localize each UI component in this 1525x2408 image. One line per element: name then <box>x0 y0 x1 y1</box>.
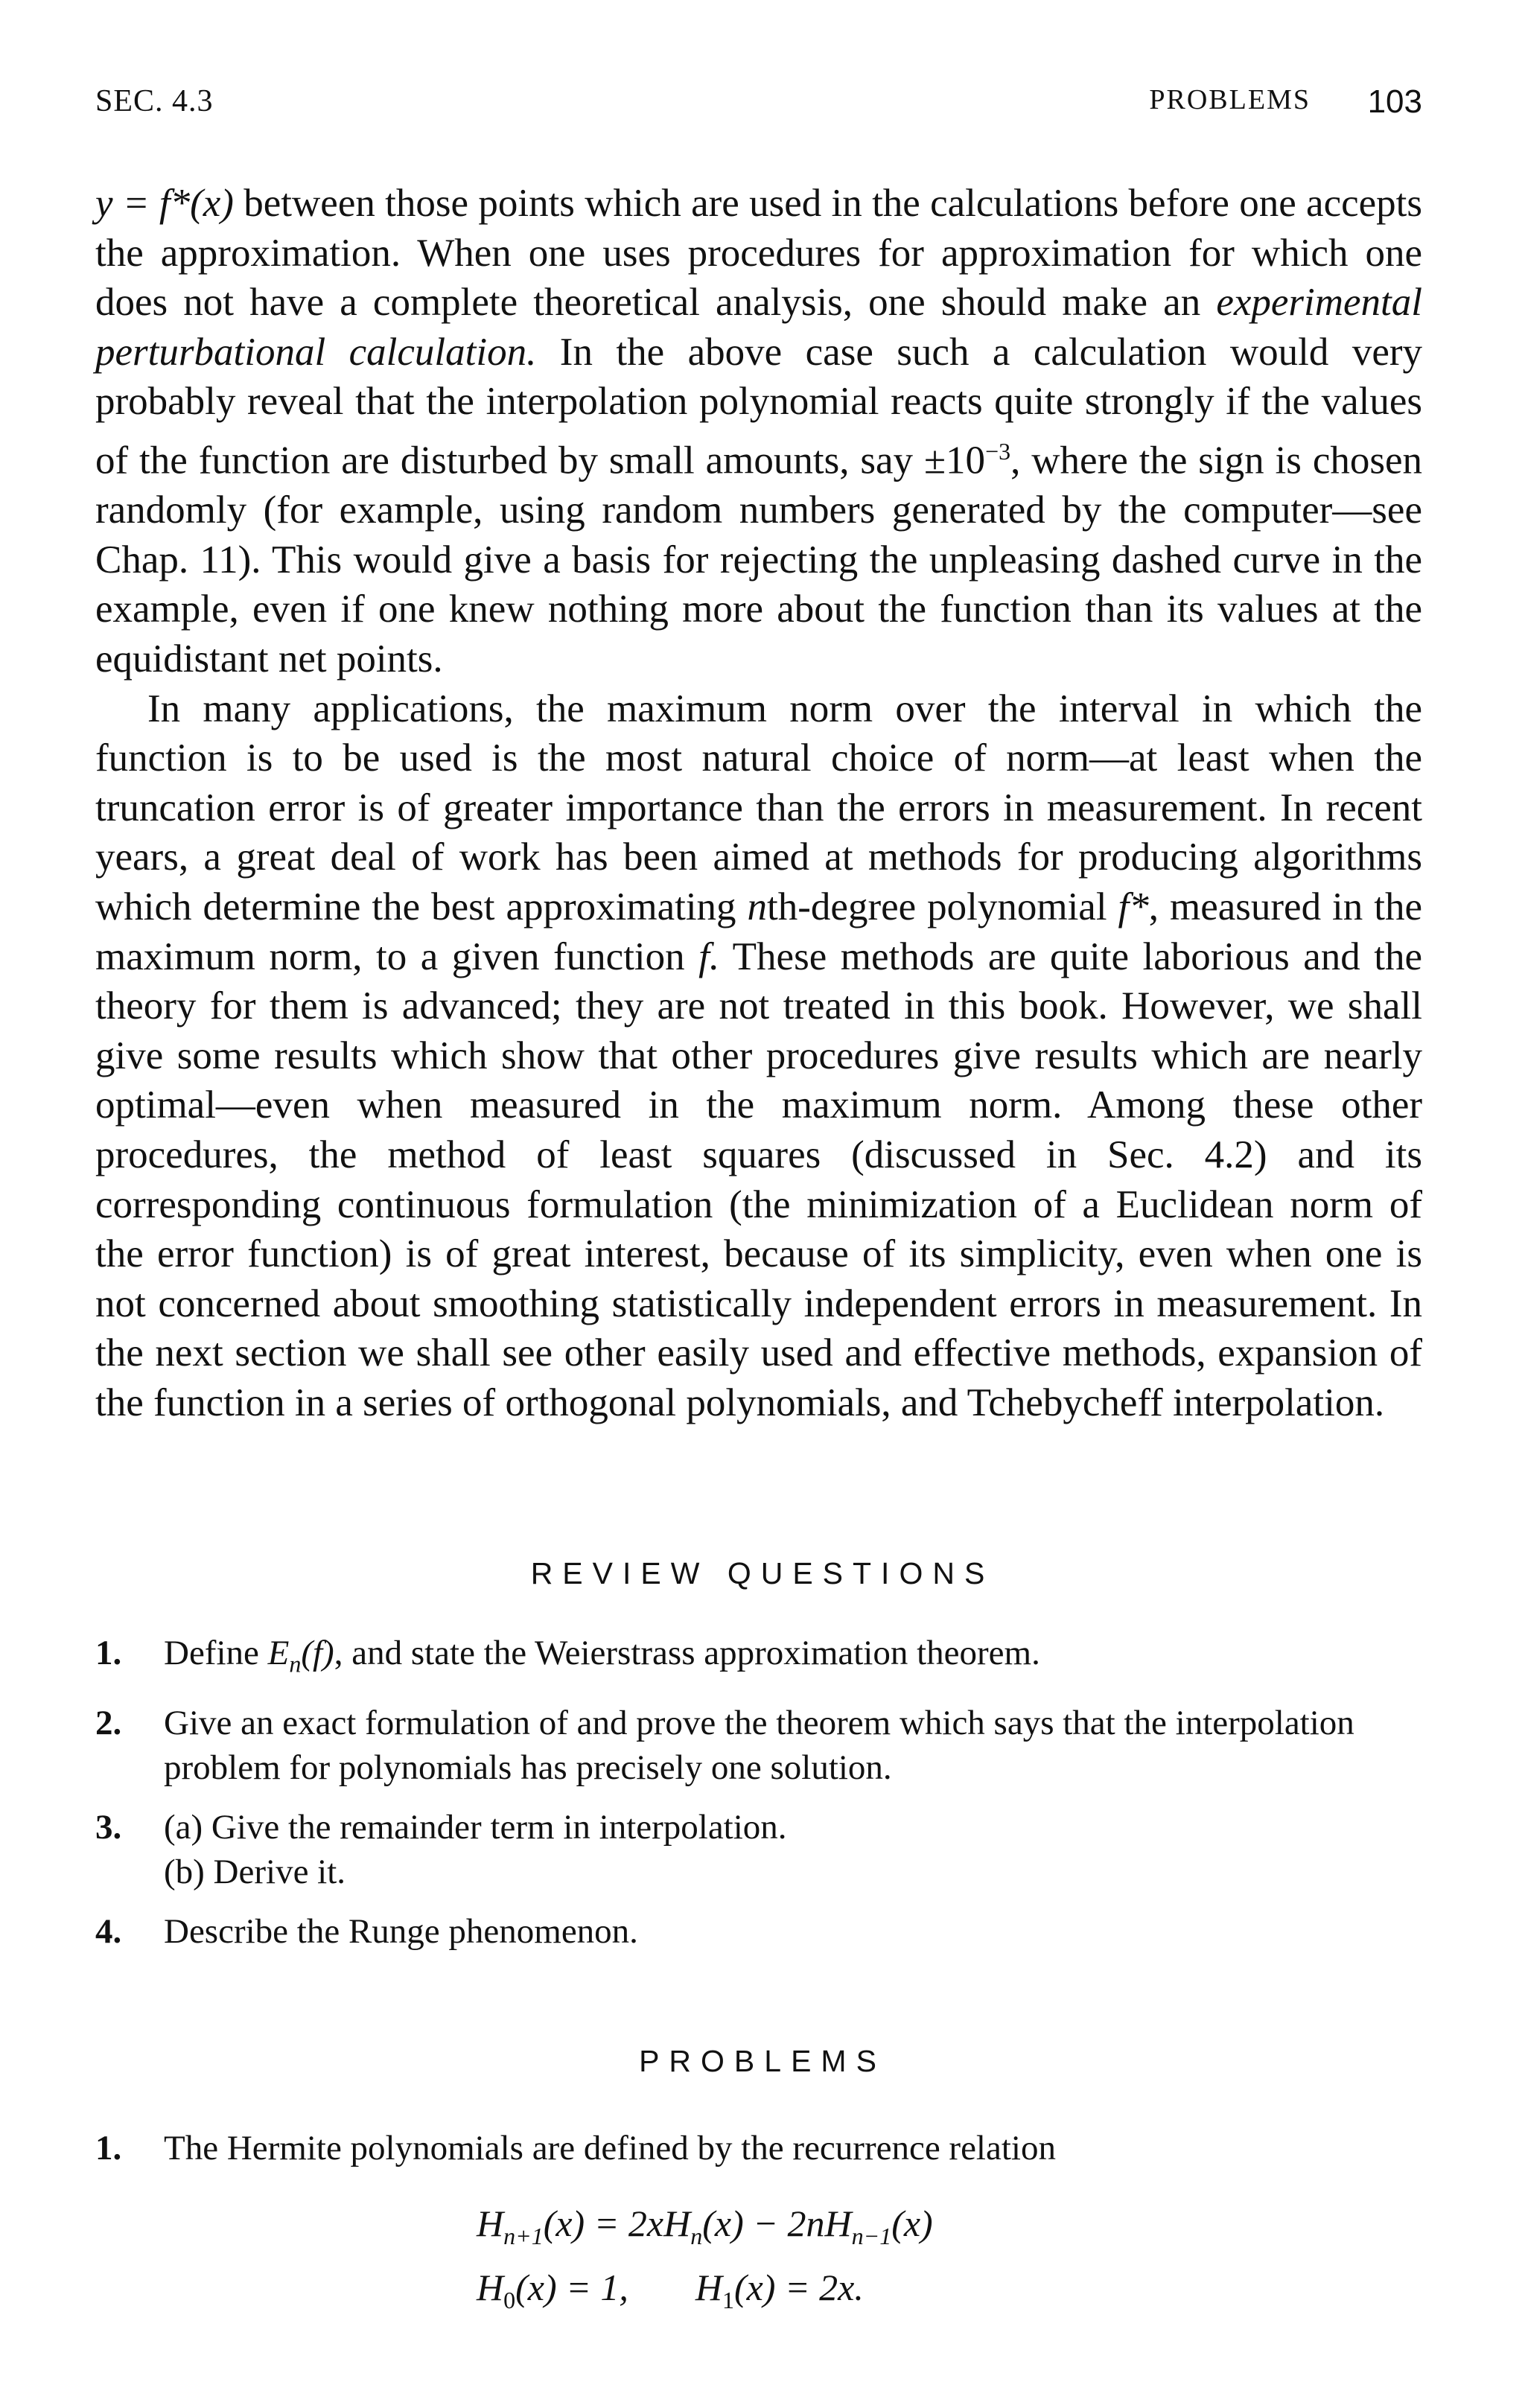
page-number: 103 <box>1367 83 1422 120</box>
review-questions-list <box>95 1631 1422 1969</box>
review-questions-heading: REVIEW QUESTIONS <box>530 1556 995 1590</box>
problems-list <box>95 2126 1422 2185</box>
paragraph-1: y = f*(x) between those points which are used in the calculations before one accepts the approximation. When one uses procedures for approximation for which one does not have a complete theoretical analysis, one should make an experimental perturbational calculation. In the above case such a calculation would very probably reveal that the interpolation polynomial reacts quite strongly if the values of the function are disturbed by small amounts, say $\pm 10^{-3}$, where the sign is chosen randomly (for example, using random numbers generated by the computer—see Chap. 11). This would give a basis for rejecting the unpleasing dashed curve in the example, even if one knew nothing more about the function than its values at the equidistant net points. <box>95 182 1422 681</box>
equation-inline: y = f*(x) <box>95 182 234 225</box>
section-label: SEC. 4.3 <box>95 84 214 118</box>
plus-minus-value: ±10 <box>923 439 986 482</box>
problems-heading: PROBLEMS <box>639 2044 886 2078</box>
problem-1: 1. The Hermite polynomials are defined by the recurrence relation <box>95 2129 1056 2167</box>
body-text <box>95 179 1422 1428</box>
review-question-2: 2. Give an exact formulation of and prove the theorem which says that the interpolation problem for polynomials has precisely one solution. <box>95 1704 1354 1788</box>
paragraph-2: In many applications, the maximum norm over the interval in which the function is to be used is the most natural choice of norm—at least when the truncation error is of greater importance than the errors in measurement. In recent years, a great deal of work has been aimed at methods for producing algorithms which determine the best approximating nth-degree polynomial f*, measured in the maximum norm, to a given function f. These methods are quite laborious and the theory for them is advanced; they are not treated in this book. However, we shall give some results which show that other procedures give results which are nearly optimal—even when measured in the maximum norm. Among these other procedures, the method of least squares (discussed in Sec. 4.2) and its corresponding continuous formulation (the minimization of a Euclidean norm of the error function) is of great interest, because of its simplicity, even when one is not concerned about smoothing statistically independent errors in measurement. In the next section we shall see other easily used and effective methods, expansion of the function in a series of orthogonal polynomials, and Tchebycheff interpolation. <box>95 687 1422 1424</box>
initial-conditions-equation: $H_0(x) = 1$, $H_1(x) = 2x$. <box>477 2267 864 2313</box>
review-question-1: 1. Define $E_n(f)$, and state the Weierstrass approximation theorem. <box>95 1634 1040 1678</box>
review-question-4: 4. Describe the Runge phenomenon. <box>95 1912 638 1952</box>
emphasis: experimental perturbational calculation. <box>95 281 1422 374</box>
recurrence-equation: $H_{n+1}(x) = 2xH_n(x) - 2nH_{n-1}(x)$ <box>477 2202 933 2249</box>
running-title: PROBLEMS <box>1149 84 1311 115</box>
review-question-3: 3. (a) Give the remainder term in interpolation. (b) Derive it. <box>95 1808 787 1892</box>
